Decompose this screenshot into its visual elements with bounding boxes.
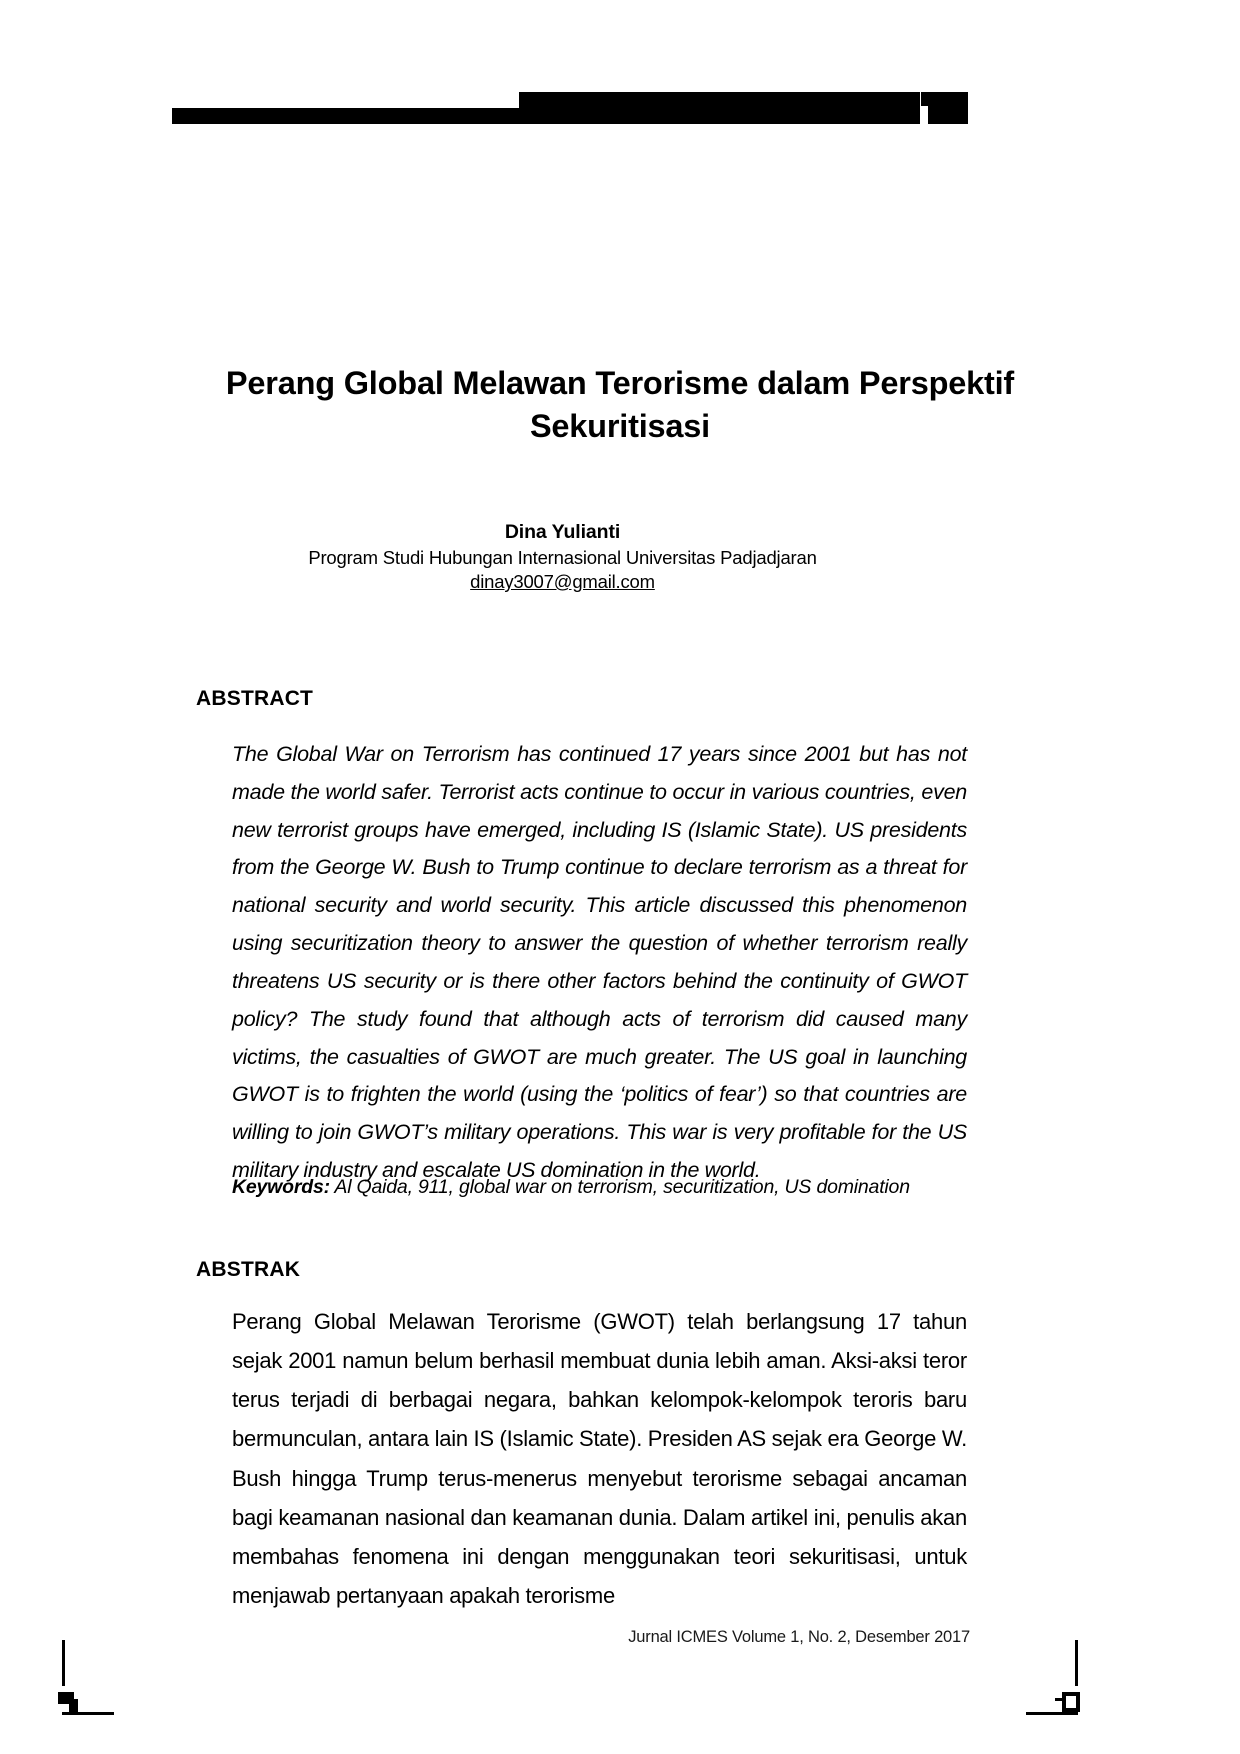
keywords-line [232, 1172, 972, 1203]
author-affiliation: Program Studi Hubungan Internasional Universitas Padjadjaran [308, 546, 817, 568]
scan-artifact-bar-right [519, 92, 920, 124]
keywords-label: Keywords: [232, 1176, 330, 1198]
abstract-body: The Global War on Terrorism has continued 17 years since 2001 but has not made the world safer. Terrorist acts continue to occur in various countries, even new terrorist groups have emerged, including IS (Islamic State). US presidents from the George W. Bush to Trump continue to declare terrorism as a threat for national security and world security. This article discussed this phenomenon using securitization theory to answer the question of whether terrorism really threatens US security or is there other factors behind the continuity of GWOT policy? The study found that although acts of terrorism did caused many victims, the casualties of GWOT are much greater. The US goal in launching GWOT is to frighten the world (using the ‘politics of fear’) so that countries are willing to join GWOT’s military operations. This war is very profitable for the US military industry and escalate US domination in the world. [232, 742, 967, 1183]
abstrak-heading: ABSTRAK [196, 1258, 301, 1281]
scan-artifact-bar-left [172, 108, 527, 124]
page-footer: Jurnal ICMES Volume 1, No. 2, Desember 2017 [628, 1628, 970, 1646]
crop-mark-bottom-left [52, 1640, 112, 1710]
keywords-value: Al Qaida, 911, global war on terrorism, securitization, US domination [334, 1176, 910, 1198]
abstract-heading: ABSTRACT [196, 687, 314, 710]
abstrak-body: Perang Global Melawan Terorisme (GWOT) telah berlangsung 17 tahun sejak 2001 namun belum berhasil membuat dunia lebih aman. Aksi-aksi teror terus terjadi di berbagai negara, bahkan kelompok-kelompok teroris baru bermunculan, antara lain IS (Islamic State). Presiden AS sejak era George W. Bush hingga Trump terus-menerus menyebut terorisme sebagai ancaman bagi keamanan nasional dan keamanan dunia. Dalam artikel ini, penulis akan membahas fenomena ini dengan menggunakan teori sekuritisasi, untuk menjawab pertanyaan apakah terorisme [232, 1309, 967, 1609]
author-name: Dina Yulianti [504, 521, 621, 543]
author-email-link[interactable]: dinay3007@gmail.com [470, 571, 655, 593]
crop-mark-bottom-right [1028, 1640, 1088, 1710]
page-title: Perang Global Melawan Terorisme dalam Perspektif Sekuritisasi [225, 365, 1015, 445]
byline [175, 520, 950, 595]
scan-artifact-tab [928, 92, 968, 124]
